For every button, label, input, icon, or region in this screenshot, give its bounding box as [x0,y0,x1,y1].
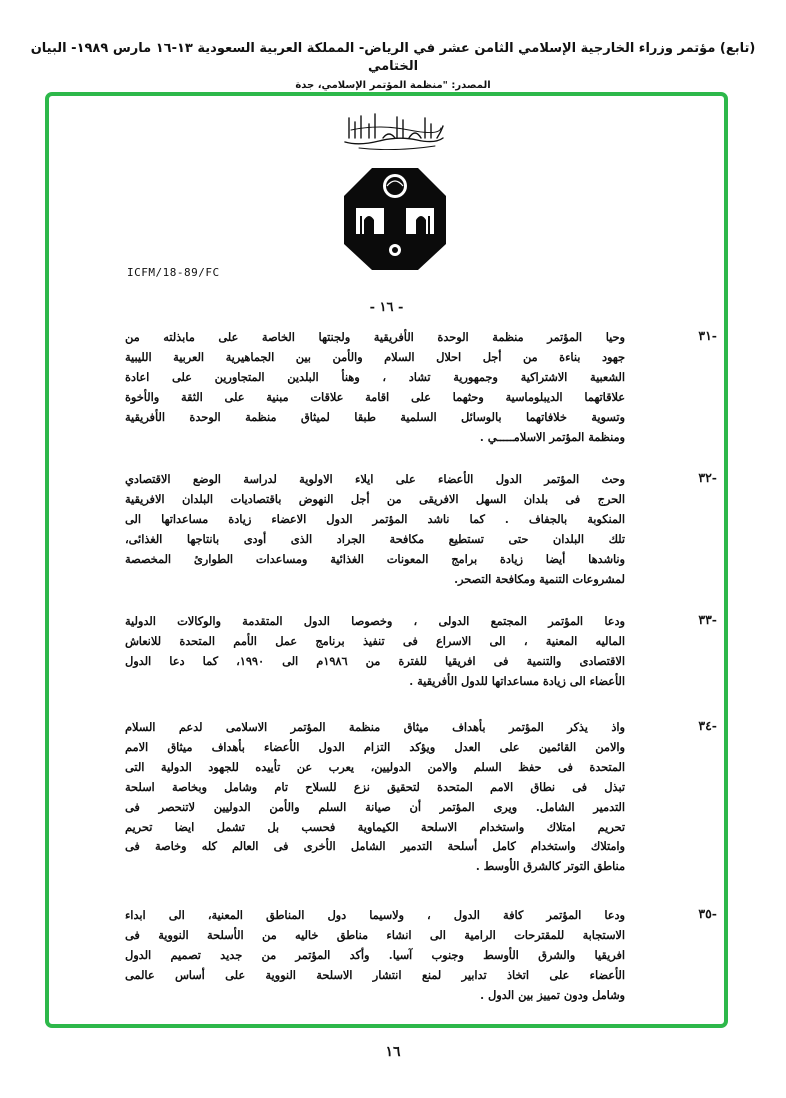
text-line: الأعضاء على اتخاذ تدابير لمنع انتشار الاسلحة النووية على أساس عالمى [125,967,625,982]
text-line: تبذل فى نطاق الامم المتحدة لتحقيق نزع للسلاح تام وشامل وبخاصة اسلحة [125,779,625,794]
text-line: الحرج فى بلدان السهل الافريقى من أجل النهوض باقتصاديات البلدان الافريقية [125,491,625,506]
paragraph-35 [125,906,717,1006]
paragraph-body [125,612,625,692]
page-header [20,40,766,93]
document-reference: ICFM/18-89/FC [127,266,220,279]
paragraph-body [125,718,625,877]
paragraph-number: -٣٣ [698,612,717,627]
page-marker: - ١٦ - [369,300,404,315]
text-line: التدمير الشامل. ويرى المؤتمر أن صيانة السلم والأمن الدوليين لاتنحصر فى [125,799,625,814]
header-title: (تابع) مؤتمر وزراء الخارجية الإسلامي الثامن عشر في الرياض- المملكة العربية السعودية ١٣-١٦ مارس ١٩٨٩- البيان الختامي [30,41,756,74]
text-line: الماليه المعنية ، الى الاسراع فى تنفيذ برنامج عمل الأمم المتحدة للانعاش [125,633,625,648]
paragraph-number: -٣٤ [698,718,717,733]
text-line: والامن القائمين على العدل ويؤكد التزام الدول الأعضاء بأهداف ميثاق الامم [125,739,625,754]
text-line: الشعبية الاشتراكية وجمهورية تشاد ، وهنأ البلدين المتجاورين على اعادة [125,369,625,384]
paragraph-body [125,328,625,447]
page-number: ١٦ [385,1044,401,1060]
text-line: المنكوبة بالجفاف . كما ناشد المؤتمر الدول الاعضاء زيادة مساعداتها الى [125,511,625,526]
header-source: المصدر: "منظمة المؤتمر الإسلامي، جدة [295,80,491,91]
text-line: ودعا المؤتمر المجتمع الدولى ، وخصوصا الدول المتقدمة والوكالات الدولية [125,614,625,628]
text-line: مناطق التوتر كالشرق الأوسط . [475,859,625,874]
text-line: وحث المؤتمر الدول الأعضاء على ايلاء الاولوية لدراسة الوضع الاقتصادي [125,472,625,486]
text-line: وحيا المؤتمر منظمة الوحدة الأفريقية ولجنتها الخاصة على مابذلته من [125,330,625,344]
text-line: ومنظمة المؤتمر الاسلامـــــي . [479,429,625,444]
text-line: تحريم امتلاك واستخدام الاسلحة الكيماوية فحسب بل تشمل ايضا تحريم [125,819,625,834]
text-line: واذ يذكر المؤتمر بأهداف ميثاق منظمة المؤتمر الاسلامى لدعم السلام [125,720,625,734]
paragraph-body [125,470,625,589]
paragraph-31 [125,328,717,447]
paragraph-number: -٣٢ [698,470,717,485]
text-line: الاقتصادى والتنمية فى افريقيا للفترة من ١٩٨٦م الى ١٩٩٠، كما دعا الدول [125,653,626,668]
paragraph-33 [125,612,717,692]
paragraph-34 [125,718,717,877]
text-line: الأعضاء الى زيادة مساعداتها للدول الأفريقية . [409,673,625,688]
text-line: جهود بناءة من أجل احلال السلام والأمن بين الجماهيرية العربية الليبية [125,349,625,364]
paragraph-number: -٣٥ [698,906,717,921]
text-line: ودعا المؤتمر كافة الدول ، ولاسيما دول المناطق المعنية، الى ابداء [125,908,625,922]
text-line: وشامل ودون تمييز بين الدول . [480,987,625,1002]
text-line: المتحدة فى حفظ السلم والامن الدوليين، يعرب عن تأييده للجهود الدولية التى [125,759,625,774]
paragraph-number: -٣١ [698,328,717,343]
basmala-calligraphy [339,108,449,150]
text-line: علاقاتهما الديبلوماسية وحثهما على اقامة علاقات مبنية على الثقة والأخوة [125,389,625,404]
paragraph-32 [125,470,717,589]
paragraph-body [125,906,625,1006]
text-line: الاستجابة للمقترحات الرامية الى انشاء مناطق خاليه من الأسلحة النووية فى [125,927,625,942]
text-line: وتسوية خلافاتهما بالوسائل السلمية طبقا لميثاق منظمة الوحدة الأفريقية [125,409,625,424]
text-line: وناشدها أيضا زيادة برامج المعونات الغذائية ومساعدات الطوارئ المخصصة [125,551,625,566]
text-line: افريقيا والشرق الأوسط وجنوب آسيا. وأكد المؤتمر من جديد تصميم الدول [125,947,625,962]
text-line: تلك البلدان حتى تستطيع مكافحة الجراد الذى أودى بانتاجها الغذائى، [125,531,625,546]
oic-emblem [342,164,448,274]
text-line: لمشروعات التنمية ومكافحة التصحر. [454,571,625,586]
text-line: وامتلاك واستخدام كامل أسلحة التدمير الشامل الأخرى فى العالم كله وخاصة فى [125,839,625,854]
document-frame [45,92,728,1028]
